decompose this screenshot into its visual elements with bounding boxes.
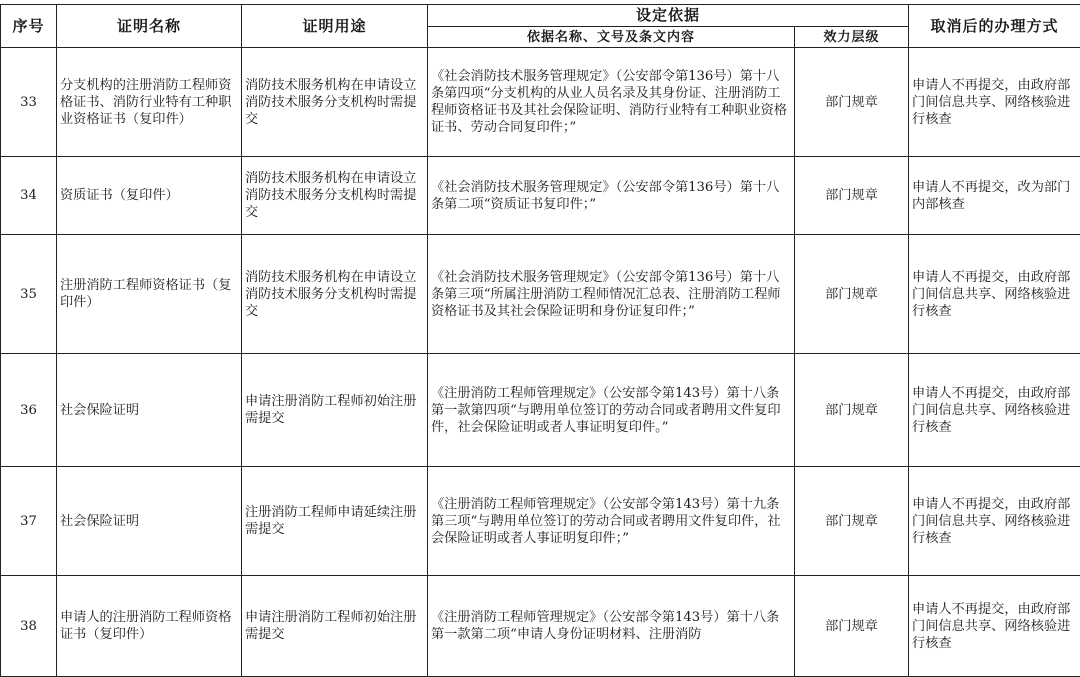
cell-name: 社会保险证明 bbox=[57, 467, 242, 576]
table-row bbox=[1, 235, 1080, 354]
cell-basis: 《社会消防技术服务管理规定》（公安部令第136号）第十八条第二项“资质证书复印件；” bbox=[428, 157, 795, 235]
cell-index: 35 bbox=[1, 235, 57, 354]
cell-level: 部门规章 bbox=[795, 235, 909, 354]
header-basis-group: 设定依据 bbox=[428, 5, 909, 27]
cell-after-cancel: 申请人不再提交，由政府部门间信息共享、网络核验进行核查 bbox=[909, 235, 1080, 354]
cell-use: 消防技术服务机构在申请设立消防技术服务分支机构时需提交 bbox=[242, 48, 428, 157]
cell-index: 38 bbox=[1, 576, 57, 677]
header-index: 序号 bbox=[1, 5, 57, 48]
cell-index: 34 bbox=[1, 157, 57, 235]
cell-use: 消防技术服务机构在申请设立消防技术服务分支机构时需提交 bbox=[242, 157, 428, 235]
cell-level: 部门规章 bbox=[795, 48, 909, 157]
cell-name: 社会保险证明 bbox=[57, 354, 242, 467]
cell-basis: 《注册消防工程师管理规定》（公安部令第143号）第十八条第一款第二项“申请人身份证明材料、注册消防 bbox=[428, 576, 795, 677]
cell-after-cancel: 申请人不再提交，由政府部门间信息共享、网络核验进行核查 bbox=[909, 354, 1080, 467]
certificates-table bbox=[0, 4, 1080, 677]
header-level: 效力层级 bbox=[795, 27, 909, 48]
cell-level: 部门规章 bbox=[795, 576, 909, 677]
cell-level: 部门规章 bbox=[795, 467, 909, 576]
cell-basis: 《社会消防技术服务管理规定》（公安部令第136号）第十八条第四项“分支机构的从业人员名录及其身份证、注册消防工程师资格证书及其社会保险证明、消防行业特有工种职业资格证书、劳动合同复印件；” bbox=[428, 48, 795, 157]
cell-name: 分支机构的注册消防工程师资格证书、消防行业特有工种职业资格证书（复印件） bbox=[57, 48, 242, 157]
cell-basis: 《注册消防工程师管理规定》（公安部令第143号）第十九条第三项“与聘用单位签订的劳动合同或者聘用文件复印件，社会保险证明或者人事证明复印件；” bbox=[428, 467, 795, 576]
header-use: 证明用途 bbox=[242, 5, 428, 48]
cell-index: 37 bbox=[1, 467, 57, 576]
table-row bbox=[1, 467, 1080, 576]
table-row bbox=[1, 157, 1080, 235]
table-row bbox=[1, 576, 1080, 677]
cell-use: 注册消防工程师申请延续注册需提交 bbox=[242, 467, 428, 576]
cell-use: 申请注册消防工程师初始注册需提交 bbox=[242, 576, 428, 677]
header-name: 证明名称 bbox=[57, 5, 242, 48]
table-row bbox=[1, 48, 1080, 157]
cell-index: 33 bbox=[1, 48, 57, 157]
cell-use: 申请注册消防工程师初始注册需提交 bbox=[242, 354, 428, 467]
cell-index: 36 bbox=[1, 354, 57, 467]
cell-after-cancel: 申请人不再提交，由政府部门间信息共享、网络核验进行核查 bbox=[909, 48, 1080, 157]
cell-name: 注册消防工程师资格证书（复印件） bbox=[57, 235, 242, 354]
cell-use: 消防技术服务机构在申请设立消防技术服务分支机构时需提交 bbox=[242, 235, 428, 354]
cell-after-cancel: 申请人不再提交，改为部门内部核查 bbox=[909, 157, 1080, 235]
cell-basis: 《注册消防工程师管理规定》（公安部令第143号）第十八条第一款第四项“与聘用单位签订的劳动合同或者聘用文件复印件，社会保险证明或者人事证明复印件。” bbox=[428, 354, 795, 467]
cell-basis: 《社会消防技术服务管理规定》（公安部令第136号）第十八条第三项“所属注册消防工程师情况汇总表、注册消防工程师资格证书及其社会保险证明和身份证复印件；” bbox=[428, 235, 795, 354]
cell-level: 部门规章 bbox=[795, 157, 909, 235]
cell-level: 部门规章 bbox=[795, 354, 909, 467]
cell-name: 资质证书（复印件） bbox=[57, 157, 242, 235]
header-after-cancel: 取消后的办理方式 bbox=[909, 5, 1080, 48]
cell-after-cancel: 申请人不再提交，由政府部门间信息共享、网络核验进行核查 bbox=[909, 467, 1080, 576]
cell-name: 申请人的注册消防工程师资格证书（复印件） bbox=[57, 576, 242, 677]
table-row bbox=[1, 354, 1080, 467]
cell-after-cancel: 申请人不再提交，由政府部门间信息共享、网络核验进行核查 bbox=[909, 576, 1080, 677]
header-basis-text: 依据名称、文号及条文内容 bbox=[428, 27, 795, 48]
